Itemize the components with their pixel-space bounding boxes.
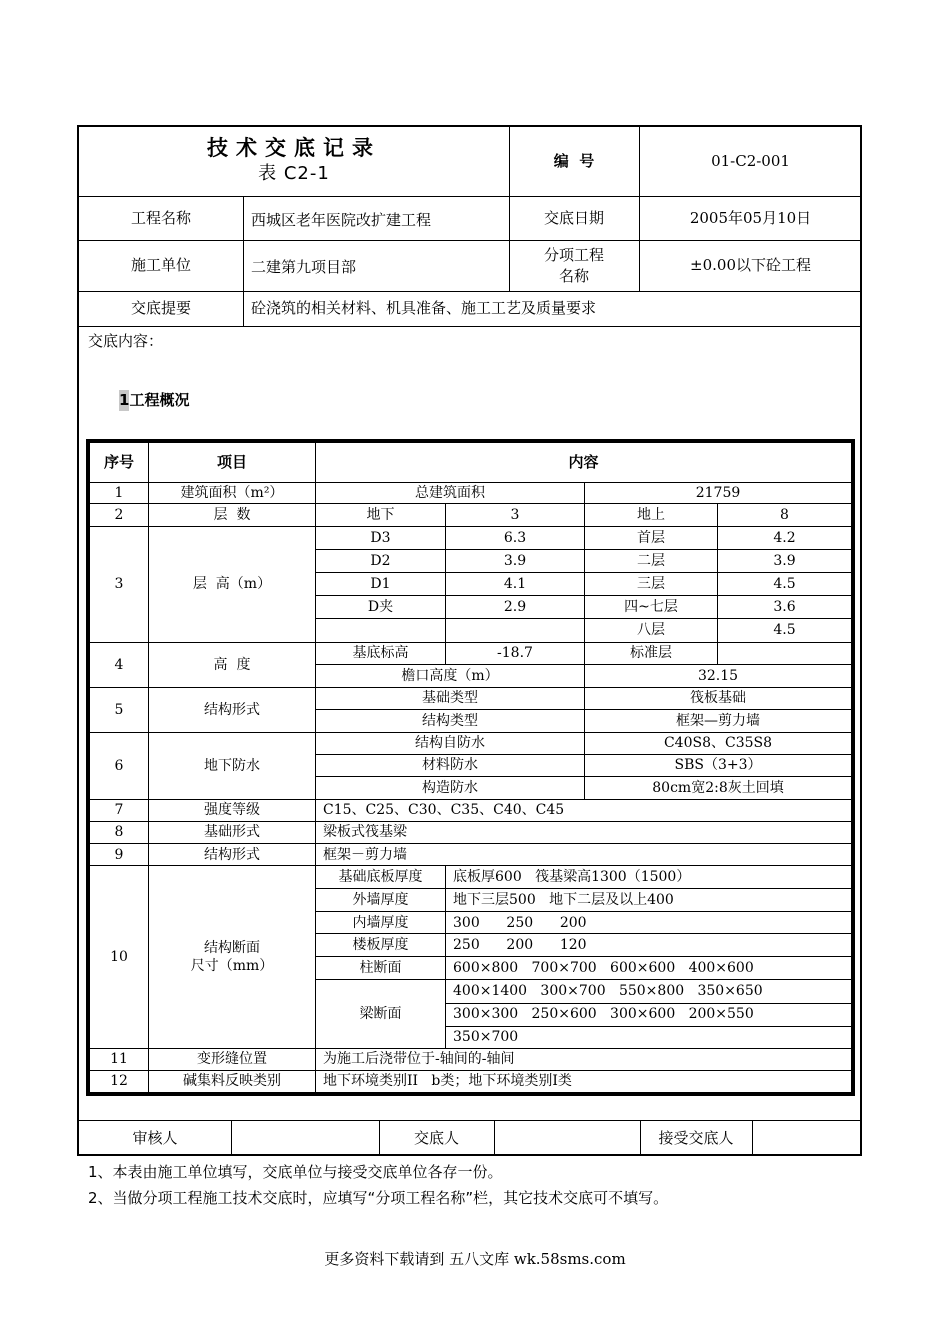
cell: 4.2: [718, 527, 852, 550]
cell: 6.3: [446, 527, 585, 550]
cell: 8: [718, 504, 852, 527]
reviewer-signature-field[interactable]: [231, 1120, 379, 1156]
cell: 总建筑面积: [316, 483, 585, 504]
cell: 四~七层: [585, 596, 718, 619]
cell: [316, 619, 446, 642]
footer-link-text: 更多资料下载请到 五八文库 wk.58sms.com: [324, 1250, 626, 1268]
project-name: 西城区老年医院改扩建工程: [251, 210, 432, 229]
row-num: 3: [90, 527, 149, 642]
cell: 4.5: [718, 619, 852, 642]
cell: 3: [446, 504, 585, 527]
summary: 砼浇筑的相关材料、机具准备、施工工艺及质量要求: [251, 299, 597, 317]
cell: 首层: [585, 527, 718, 550]
cell: D夹: [316, 596, 446, 619]
section-heading: [109, 387, 409, 413]
cell: 框架—剪力墙: [585, 709, 852, 732]
cell: 2.9: [446, 596, 585, 619]
form-code: 表 C2-1: [258, 163, 330, 185]
reviewer-label: 审核人: [132, 1128, 178, 1147]
cell: 檐口高度（m）: [316, 664, 585, 687]
cell: 构造防水: [316, 776, 585, 799]
cell: 八层: [585, 619, 718, 642]
briefing-date: 2005年05月10日: [689, 208, 812, 227]
cell: 内墙厚度: [316, 912, 446, 934]
cell: 地下环境类别II b类；地下环境类别I类: [316, 1070, 852, 1092]
content-label: 交底内容：: [88, 331, 164, 350]
cell: 梁断面: [316, 980, 446, 1048]
cell: D1: [316, 573, 446, 596]
cell: 基础底板厚度: [316, 866, 446, 889]
cell: 材料防水: [316, 754, 585, 776]
presenter-label: 交底人: [413, 1128, 459, 1147]
row-item-line1: 结构断面: [204, 939, 260, 956]
cell: 为施工后浇带位于-轴间的-轴间: [316, 1048, 852, 1070]
cell: 筏板基础: [585, 687, 852, 709]
row-item: [149, 866, 316, 1049]
date-label: 交底日期: [543, 208, 604, 227]
receiver-signature-field[interactable]: [752, 1120, 862, 1156]
technical-briefing-form: [77, 125, 862, 1156]
cell: 地下: [316, 504, 446, 527]
cell: 32.15: [585, 664, 852, 687]
cell: 3.9: [718, 550, 852, 573]
row-num: 2: [90, 504, 149, 527]
cell: [446, 619, 585, 642]
section-title: 工程概况: [129, 390, 190, 409]
cell: 结构自防水: [316, 732, 585, 754]
cell: 4.1: [446, 573, 585, 596]
header-content: 内容: [316, 443, 852, 483]
table-row: [90, 687, 852, 709]
cell: 80cm宽2:8灰土回填: [585, 776, 852, 799]
row-item: 层 高（m）: [149, 527, 316, 642]
cell: 400×1400 300×700 550×800 350×650: [446, 980, 852, 1003]
cell: 地下三层500 地下二层及以上400: [446, 889, 852, 912]
row-item: 结构形式: [149, 687, 316, 732]
row-num: 5: [90, 687, 149, 732]
table-header-row: [90, 443, 852, 483]
note-2: 2、当做分项工程施工技术交底时，应填写“分项工程名称”栏，其它技术交底可不填写。: [88, 1189, 669, 1207]
row-num: 4: [90, 642, 149, 687]
cell: 基底标高: [316, 642, 446, 664]
cell: 框架－剪力墙: [316, 844, 852, 866]
row-item: 建筑面积（m²）: [149, 483, 316, 504]
table-row: [90, 504, 852, 527]
table-row: [90, 799, 852, 821]
form-title: 技术交底记录: [207, 136, 381, 161]
receiver-label: 接受交底人: [658, 1128, 734, 1147]
cell: 350×700: [446, 1026, 852, 1048]
cell: 300 250 200: [446, 912, 852, 934]
summary-label: 交底提要: [130, 299, 191, 317]
row-item: 变形缝位置: [149, 1048, 316, 1070]
cell: 3.6: [718, 596, 852, 619]
contractor-label: 施工单位: [130, 256, 191, 274]
header-item: 项目: [149, 443, 316, 483]
cell: 梁板式筏基梁: [316, 822, 852, 844]
presenter-signature-field[interactable]: [494, 1120, 640, 1156]
header-num: 序号: [90, 443, 149, 483]
cell: 底板厚600 筏基梁高1300（1500）: [446, 866, 852, 889]
row-num: 8: [90, 822, 149, 844]
row-item-line2: 尺寸（mm）: [190, 957, 274, 974]
cell: D2: [316, 550, 446, 573]
cell: 柱断面: [316, 957, 446, 980]
cell: 300×300 250×600 300×600 200×550: [446, 1003, 852, 1026]
row-num: 7: [90, 799, 149, 821]
cell: SBS（3+3）: [585, 754, 852, 776]
sub-project-label-line2: 名称: [558, 266, 589, 285]
contractor: 二建第九项目部: [251, 258, 357, 276]
table-row: [90, 822, 852, 844]
row-num: 6: [90, 732, 149, 799]
table-row: [90, 483, 852, 504]
cell: 外墙厚度: [316, 889, 446, 912]
cell: C40S8、C35S8: [585, 732, 852, 754]
row-item: 基础形式: [149, 822, 316, 844]
section-number: 1: [119, 390, 130, 409]
cell: 二层: [585, 550, 718, 573]
table-row: [90, 844, 852, 866]
row-num: 12: [90, 1070, 149, 1092]
sub-project-name: ±0.00以下砼工程: [690, 256, 811, 274]
project-name-label: 工程名称: [130, 208, 191, 227]
table-row: [90, 642, 852, 664]
table-row: [90, 732, 852, 754]
row-item: 强度等级: [149, 799, 316, 821]
number-value: 01-C2-001: [711, 152, 790, 170]
row-num: 11: [90, 1048, 149, 1070]
row-num: 9: [90, 844, 149, 866]
row-num: 1: [90, 483, 149, 504]
cell: 3.9: [446, 550, 585, 573]
note-1: 1、本表由施工单位填写，交底单位与接受交底单位各存一份。: [88, 1163, 503, 1181]
row-item: 层 数: [149, 504, 316, 527]
table-row: [90, 1070, 852, 1092]
cell: C15、C25、C30、C35、C40、C45: [316, 799, 852, 821]
cell: 4.5: [718, 573, 852, 596]
table-row: [90, 527, 852, 550]
table-row: [90, 1048, 852, 1070]
row-num: 10: [90, 866, 149, 1049]
row-item: 高 度: [149, 642, 316, 687]
cell: 21759: [585, 483, 852, 504]
cell: -18.7: [446, 642, 585, 664]
cell: 600×800 700×700 600×600 400×600: [446, 957, 852, 980]
table-row: [90, 866, 852, 889]
cell: 地上: [585, 504, 718, 527]
cell: 250 200 120: [446, 934, 852, 957]
sub-project-label-line1: 分项工程: [543, 245, 604, 264]
cell: 楼板厚度: [316, 934, 446, 957]
project-overview-table: [86, 439, 855, 1096]
cell: [718, 642, 852, 664]
cell: 基础类型: [316, 687, 585, 709]
row-item: 地下防水: [149, 732, 316, 799]
cell: 三层: [585, 573, 718, 596]
cell: 结构类型: [316, 709, 585, 732]
row-item: 碱集料反映类别: [149, 1070, 316, 1092]
sub-project-label: [509, 240, 639, 291]
number-label: 编 号: [553, 152, 595, 170]
cell: D3: [316, 527, 446, 550]
row-item: 结构形式: [149, 844, 316, 866]
cell: 标准层: [585, 642, 718, 664]
